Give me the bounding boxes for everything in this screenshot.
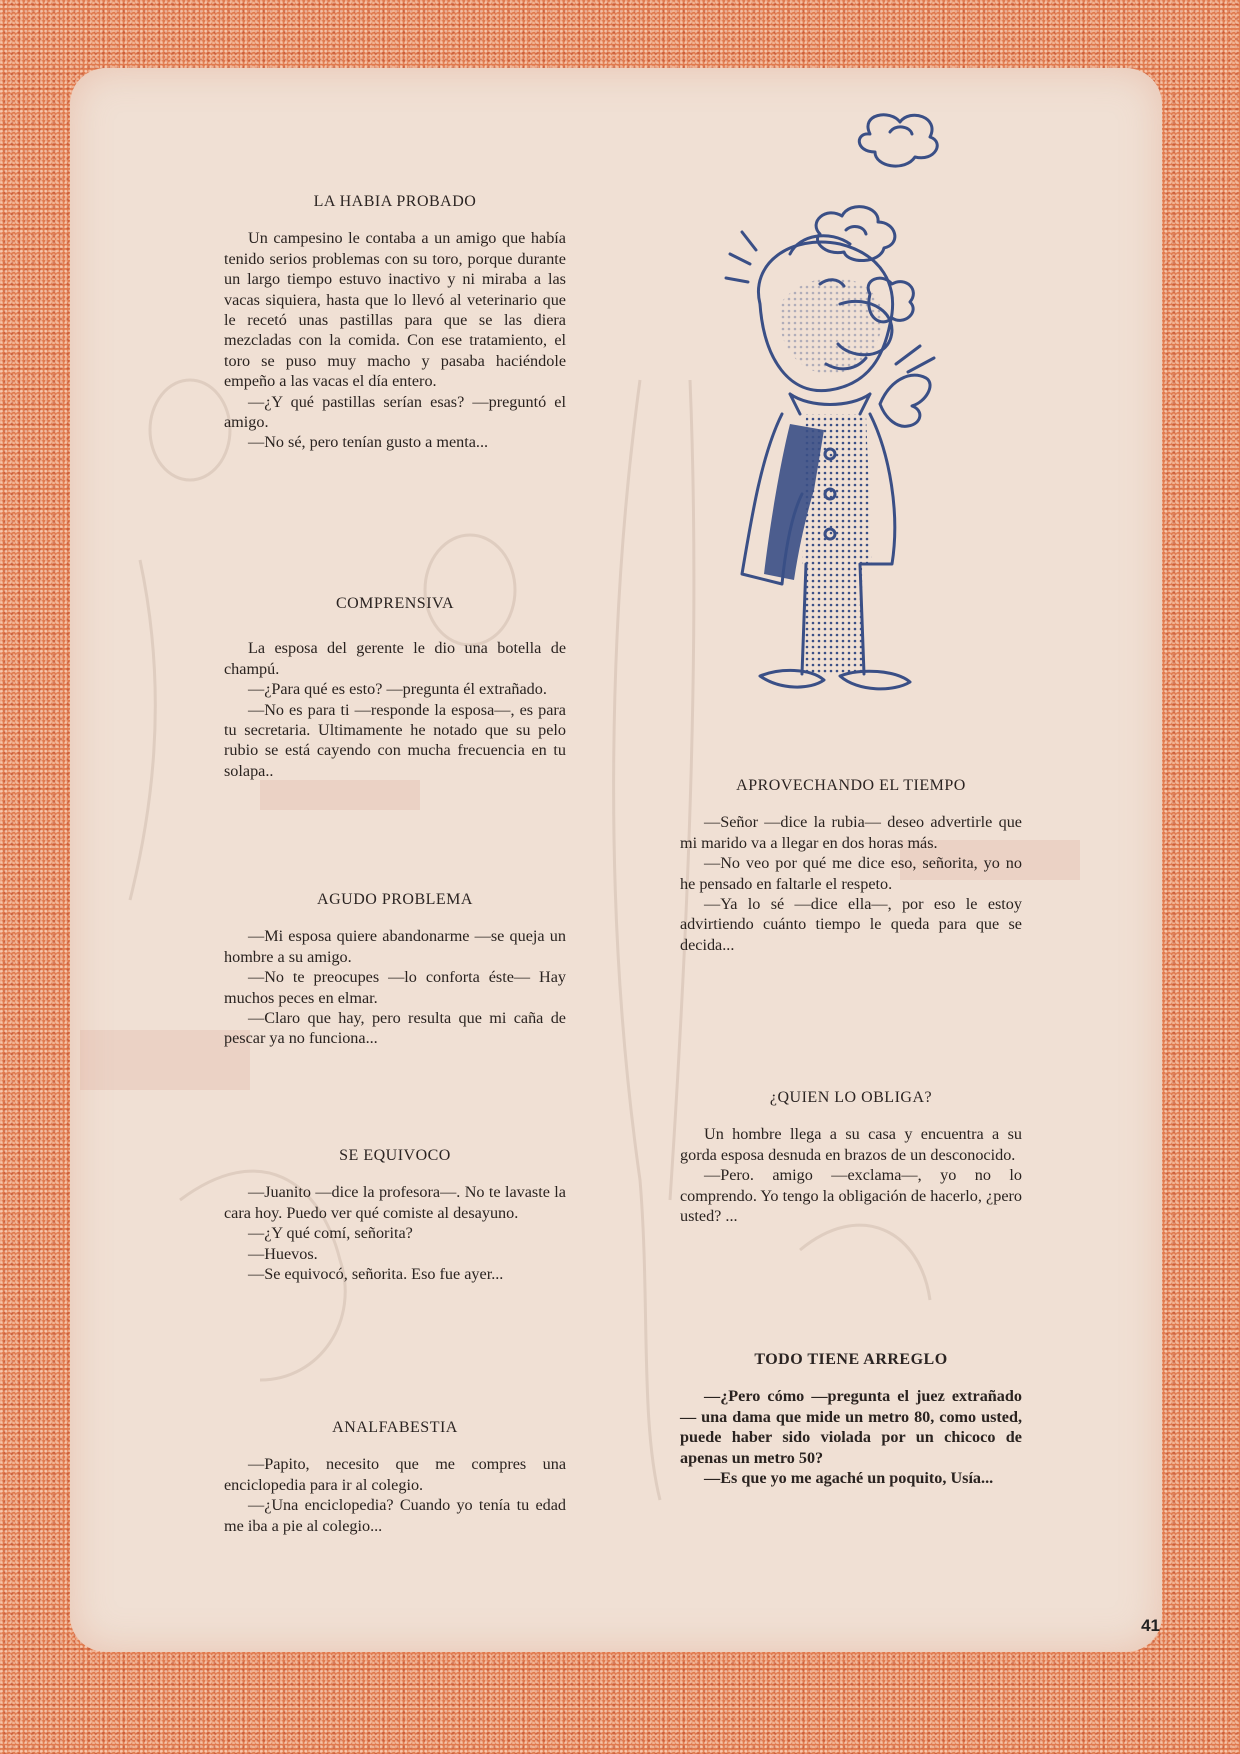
story-paragraph: —No veo por qué me dice eso, señorita, yo no he pensado en faltarle el respeto. [680, 854, 1022, 893]
story-paragraph: —No es para ti —responde la esposa—, es para tu secretaria. Ultimamente he notado que su pelo rubio se está cayendo con mucha frecuencia en tu solapa.. [224, 700, 566, 780]
page-number: 41 [1141, 1616, 1160, 1635]
story-paragraph: —¿Para qué es esto? —pregunta él extrañado. [248, 680, 547, 699]
story-paragraph: —No te preocupes —lo conforta éste— Hay muchos peces en elmar. [224, 968, 566, 1007]
story-paragraph: —¿Y qué comí, señorita? [248, 1224, 413, 1243]
story-paragraph: —Se equivocó, señorita. Eso fue ayer... [248, 1265, 504, 1284]
story-title: TODO TIENE ARREGLO [754, 1351, 948, 1368]
story-title: APROVECHANDO EL TIEMPO [736, 777, 966, 794]
story-se-equivoco [224, 1146, 566, 1284]
story-la-habia-probado [224, 192, 566, 453]
cartoon-man-smoking [720, 104, 960, 714]
story-aprovechando-el-tiempo [680, 776, 1022, 955]
story-agudo-problema [224, 890, 566, 1049]
story-todo-tiene-arreglo [680, 1350, 1022, 1488]
story-paragraph: La esposa del gerente le dio una botella de champú. [224, 639, 566, 678]
story-comprensiva [224, 594, 566, 781]
story-title: LA HABIA PROBADO [313, 193, 477, 210]
story-analfabestia [224, 1418, 566, 1536]
story-paragraph: —Claro que hay, pero resulta que mi caña de pescar ya no funciona... [224, 1009, 566, 1048]
story-paragraph: —¿Una enciclopedia? Cuando yo tenía tu edad me iba a pie al colegio... [224, 1496, 566, 1535]
story-title: ¿QUIEN LO OBLIGA? [769, 1089, 933, 1106]
story-title: COMPRENSIVA [335, 595, 455, 612]
story-paragraph: —Pero. amigo —exclama—, yo no lo comprendo. Yo tengo la obligación de hacerlo, ¿pero usted? ... [680, 1166, 1022, 1226]
story-quien-lo-obliga [680, 1088, 1022, 1226]
story-paragraph: Un hombre llega a su casa y encuentra a su gorda esposa desnuda en brazos de un desconocido. [680, 1125, 1022, 1164]
story-title: AGUDO PROBLEMA [317, 891, 473, 908]
story-paragraph: —Es que yo me agaché un poquito, Usía... [704, 1469, 994, 1488]
story-paragraph: —¿Pero cómo —pregunta el juez extrañado— una dama que mide un metro 80, como usted, puede haber sido violada por un chicoco de apenas un metro 50? [680, 1387, 1022, 1467]
smoke-cloud [859, 115, 937, 166]
story-paragraph: —Huevos. [248, 1244, 318, 1263]
story-paragraph: —Señor —dice la rubia— deseo advertirle que mi marido va a llegar en dos horas más. [680, 813, 1022, 852]
story-title: SE EQUIVOCO [339, 1147, 451, 1164]
story-paragraph: —No sé, pero tenían gusto a menta... [248, 433, 489, 452]
story-paragraph: —Mi esposa quiere abandonarme —se queja un hombre a su amigo. [224, 927, 566, 966]
story-paragraph: —Juanito —dice la profesora—. No te lavaste la cara hoy. Puedo ver qué comiste al desayuno. [224, 1183, 566, 1222]
story-paragraph: Un campesino le contaba a un amigo que había tenido serios problemas con su toro, porque durante un largo tiempo estuvo inactivo y ni miraba a las vacas siquiera, hasta que lo llevó al veterinario que le recetó unas pastillas para que se las diera mezcladas con la comida. Con ese tratamiento, el toro se puso muy macho y pasaba haciéndole empeño a las vacas el día entero. [224, 229, 566, 391]
story-paragraph: —Papito, necesito que me compres una enciclopedia para ir al colegio. [224, 1455, 566, 1494]
smoke-cloud [816, 207, 895, 261]
story-paragraph: —¿Y qué pastillas serían esas? —preguntó el amigo. [224, 392, 566, 432]
story-title: ANALFABESTIA [332, 1419, 458, 1436]
story-paragraph: —Ya lo sé —dice ella—, por eso le estoy advirtiendo cuánto tiempo le queda para que se decida... [680, 895, 1022, 954]
